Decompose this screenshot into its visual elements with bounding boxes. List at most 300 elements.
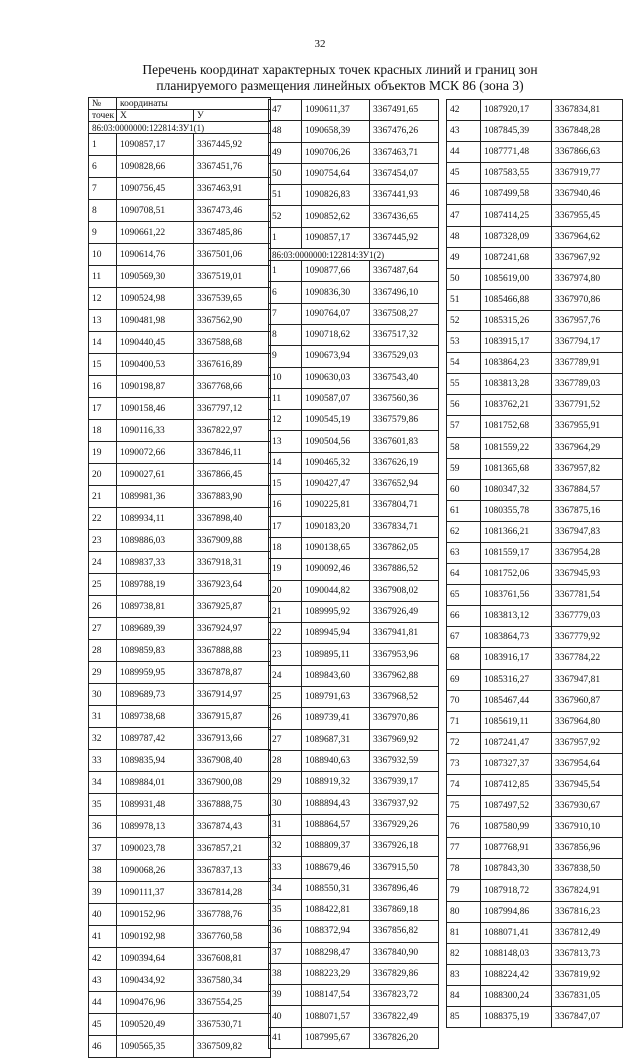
table-row [269, 163, 439, 184]
coord-y: 3367789,03 [552, 374, 623, 395]
table-row [269, 772, 439, 793]
coord-y: 3367953,96 [370, 644, 439, 665]
coord-x: 1087918,72 [481, 880, 552, 901]
coord-y: 3367964,29 [552, 437, 623, 458]
coord-y: 3367831,05 [552, 985, 623, 1006]
coord-x: 1083915,17 [481, 332, 552, 353]
table-row [89, 772, 271, 794]
coord-x: 1090027,61 [117, 464, 194, 486]
coord-x: 1087994,86 [481, 901, 552, 922]
point-number: 32 [269, 836, 302, 857]
coord-x: 1081559,22 [481, 437, 552, 458]
point-number: 11 [269, 388, 302, 409]
coord-y: 3367954,64 [552, 753, 623, 774]
coord-y: 3367823,72 [370, 985, 439, 1006]
table-row [447, 985, 623, 1006]
coord-x: 1090877,66 [302, 261, 370, 282]
coord-x: 1089787,42 [117, 728, 194, 750]
coord-x: 1089995,92 [302, 601, 370, 622]
coord-x: 1088300,24 [481, 985, 552, 1006]
coord-x: 1090400,53 [117, 354, 194, 376]
coord-y: 3367955,45 [552, 205, 623, 226]
coord-y: 3367974,80 [552, 268, 623, 289]
coord-x: 1090706,26 [302, 142, 370, 163]
coord-x: 1088809,37 [302, 836, 370, 857]
table-row [269, 921, 439, 942]
coord-x: 1088940,63 [302, 750, 370, 771]
coord-y: 3367856,96 [552, 838, 623, 859]
table-row [269, 708, 439, 729]
coord-x: 1089886,03 [117, 530, 194, 552]
coord-x: 1090394,64 [117, 948, 194, 970]
point-number: 84 [447, 985, 481, 1006]
coord-y: 3367829,86 [370, 963, 439, 984]
coord-x: 1083761,56 [481, 585, 552, 606]
point-number: 41 [269, 1027, 302, 1048]
table-row [89, 574, 271, 596]
table-row [447, 247, 623, 268]
coord-y: 3367822,97 [194, 420, 271, 442]
point-number: 70 [447, 690, 481, 711]
coord-y: 3367454,07 [370, 163, 439, 184]
table-row [447, 163, 623, 184]
table-row [89, 508, 271, 530]
table-row [447, 121, 623, 142]
coord-x: 1083813,12 [481, 606, 552, 627]
point-number: 33 [89, 750, 117, 772]
coord-x: 1085619,11 [481, 711, 552, 732]
coord-y: 3367789,91 [552, 353, 623, 374]
coord-x: 1088071,57 [302, 1006, 370, 1027]
coord-x: 1085315,26 [481, 310, 552, 331]
coord-x: 1090857,17 [302, 227, 370, 248]
page-title [80, 62, 600, 94]
coord-x: 1090545,19 [302, 410, 370, 431]
coord-y: 3367760,58 [194, 926, 271, 948]
coord-x: 1088375,19 [481, 1007, 552, 1028]
table-row [269, 537, 439, 558]
point-number: 25 [89, 574, 117, 596]
coord-y: 3367463,71 [370, 142, 439, 163]
table-row [269, 793, 439, 814]
table-row [447, 627, 623, 648]
point-number: 59 [447, 458, 481, 479]
coord-x: 1089934,11 [117, 508, 194, 530]
coord-x: 1089689,39 [117, 618, 194, 640]
table-row [269, 121, 439, 142]
coord-y: 3367834,81 [552, 100, 623, 121]
coord-x: 1090828,66 [117, 156, 194, 178]
point-number: 57 [447, 416, 481, 437]
table-row [269, 388, 439, 409]
point-number: 42 [447, 100, 481, 121]
coord-y: 3367957,76 [552, 310, 623, 331]
table-row [89, 420, 271, 442]
table-row [269, 750, 439, 771]
point-number: 18 [269, 537, 302, 558]
point-number: 49 [269, 142, 302, 163]
coord-y: 3367866,45 [194, 464, 271, 486]
coord-y: 3367957,92 [552, 732, 623, 753]
coord-x: 1088864,57 [302, 814, 370, 835]
coord-x: 1089931,48 [117, 794, 194, 816]
coord-x: 1085619,00 [481, 268, 552, 289]
coord-x: 1085467,44 [481, 690, 552, 711]
coord-x: 1089981,36 [117, 486, 194, 508]
coord-y: 3367652,94 [370, 474, 439, 495]
coord-x: 1083762,21 [481, 395, 552, 416]
coord-y: 3367970,86 [370, 708, 439, 729]
point-number: 32 [89, 728, 117, 750]
table-row [89, 376, 271, 398]
coord-x: 1090614,76 [117, 244, 194, 266]
coord-x: 1090661,22 [117, 222, 194, 244]
point-number: 56 [447, 395, 481, 416]
table-row [89, 222, 271, 244]
coord-x: 1089859,83 [117, 640, 194, 662]
table-row [269, 227, 439, 248]
coord-x: 1087412,85 [481, 775, 552, 796]
coord-y: 3367768,66 [194, 376, 271, 398]
table-row [269, 580, 439, 601]
coord-x: 1087241,47 [481, 732, 552, 753]
point-number: 14 [89, 332, 117, 354]
coord-y: 3367554,25 [194, 992, 271, 1014]
coord-x: 1087768,91 [481, 838, 552, 859]
coord-x: 1090673,94 [302, 346, 370, 367]
point-number: 27 [89, 618, 117, 640]
coord-x: 1090611,37 [302, 100, 370, 121]
point-number: 72 [447, 732, 481, 753]
table-row [269, 1027, 439, 1048]
coord-x: 1089895,11 [302, 644, 370, 665]
point-number: 68 [447, 648, 481, 669]
point-number: 47 [447, 205, 481, 226]
coord-y: 3367824,91 [552, 880, 623, 901]
coord-x: 1090044,82 [302, 580, 370, 601]
point-number: 55 [447, 374, 481, 395]
coord-y: 3367794,17 [552, 332, 623, 353]
coord-y: 3367878,87 [194, 662, 271, 684]
table-row [269, 431, 439, 452]
table-row [269, 729, 439, 750]
coord-x: 1088550,31 [302, 878, 370, 899]
coord-y: 3367791,52 [552, 395, 623, 416]
point-number: 21 [269, 601, 302, 622]
point-number: 46 [89, 1036, 117, 1058]
table-row [269, 452, 439, 473]
point-number: 25 [269, 687, 302, 708]
point-number: 8 [269, 324, 302, 345]
header-x: X [117, 110, 194, 122]
table-row [89, 904, 271, 926]
coord-x: 1083864,73 [481, 627, 552, 648]
table-row [447, 648, 623, 669]
coord-x: 1090198,87 [117, 376, 194, 398]
point-number: 58 [447, 437, 481, 458]
col2a-body [269, 100, 439, 249]
point-number: 1 [89, 134, 117, 156]
table-row [269, 878, 439, 899]
col3-body [447, 100, 623, 1028]
coord-x: 1089738,68 [117, 706, 194, 728]
coord-x: 1089978,13 [117, 816, 194, 838]
coord-y: 3367779,92 [552, 627, 623, 648]
point-number: 63 [447, 542, 481, 563]
point-number: 48 [269, 121, 302, 142]
table-row [89, 596, 271, 618]
table-row [89, 156, 271, 178]
coord-y: 3367539,65 [194, 288, 271, 310]
table-row [447, 585, 623, 606]
coord-y: 3367898,40 [194, 508, 271, 530]
coord-y: 3367970,86 [552, 289, 623, 310]
table-row [89, 706, 271, 728]
coord-y: 3367508,27 [370, 303, 439, 324]
table-row [447, 817, 623, 838]
coord-x: 1088919,32 [302, 772, 370, 793]
coord-x: 1089788,19 [117, 574, 194, 596]
coord-y: 3367954,28 [552, 542, 623, 563]
coord-y: 3367804,71 [370, 495, 439, 516]
coord-y: 3367822,49 [370, 1006, 439, 1027]
coord-x: 1089739,41 [302, 708, 370, 729]
coord-x: 1088071,41 [481, 922, 552, 943]
table-row [447, 374, 623, 395]
coord-x: 1089738,81 [117, 596, 194, 618]
coord-y: 3367869,18 [370, 899, 439, 920]
point-number: 15 [89, 354, 117, 376]
coord-y: 3367838,50 [552, 859, 623, 880]
coord-x: 1090565,35 [117, 1036, 194, 1058]
coord-x: 1088224,42 [481, 964, 552, 985]
coord-x: 1089837,33 [117, 552, 194, 574]
coord-x: 1087843,30 [481, 859, 552, 880]
table-row [447, 943, 623, 964]
point-number: 30 [89, 684, 117, 706]
coord-x: 1090192,98 [117, 926, 194, 948]
coord-x: 1089843,60 [302, 665, 370, 686]
point-number: 17 [269, 516, 302, 537]
coord-x: 1090092,46 [302, 559, 370, 580]
table-row [447, 711, 623, 732]
coord-x: 1090111,37 [117, 882, 194, 904]
coord-y: 3367834,71 [370, 516, 439, 537]
table-row [447, 606, 623, 627]
table-row [269, 665, 439, 686]
table-row [89, 178, 271, 200]
point-number: 74 [447, 775, 481, 796]
coord-x: 1080355,78 [481, 500, 552, 521]
coord-x: 1090072,66 [117, 442, 194, 464]
point-number: 69 [447, 669, 481, 690]
point-number: 31 [269, 814, 302, 835]
coord-y: 3367847,07 [552, 1007, 623, 1028]
point-number: 65 [447, 585, 481, 606]
table-row [269, 261, 439, 282]
coord-y: 3367910,10 [552, 817, 623, 838]
point-number: 39 [269, 985, 302, 1006]
table-row [269, 985, 439, 1006]
coord-x: 1090440,45 [117, 332, 194, 354]
point-number: 30 [269, 793, 302, 814]
coord-x: 1090836,30 [302, 282, 370, 303]
point-number: 28 [269, 750, 302, 771]
table-row [447, 416, 623, 437]
table-row [269, 623, 439, 644]
table-row [269, 814, 439, 835]
coord-y: 3367445,92 [370, 227, 439, 248]
point-number: 18 [89, 420, 117, 442]
coord-x: 1090630,03 [302, 367, 370, 388]
point-number: 83 [447, 964, 481, 985]
table-row [269, 206, 439, 227]
coord-x: 1090718,62 [302, 324, 370, 345]
point-number: 1 [269, 261, 302, 282]
coord-x: 1087920,17 [481, 100, 552, 121]
table-row [269, 185, 439, 206]
coord-x: 1087845,39 [481, 121, 552, 142]
title-line-2: планируемого размещения линейных объектов МСК 86 (зона 3) [156, 78, 524, 93]
point-number: 77 [447, 838, 481, 859]
coord-x: 1085466,88 [481, 289, 552, 310]
point-number: 8 [89, 200, 117, 222]
coord-y: 3367826,20 [370, 1027, 439, 1048]
point-number: 9 [269, 346, 302, 367]
coord-y: 3367929,26 [370, 814, 439, 835]
point-number: 67 [447, 627, 481, 648]
table-row [269, 495, 439, 516]
coord-y: 3367529,03 [370, 346, 439, 367]
table-row [89, 486, 271, 508]
coordinates-table-col1 [88, 97, 271, 1058]
coord-y: 3367580,34 [194, 970, 271, 992]
coord-y: 3367837,13 [194, 860, 271, 882]
coord-x: 1083916,17 [481, 648, 552, 669]
coord-y: 3367866,63 [552, 142, 623, 163]
point-number: 50 [447, 268, 481, 289]
point-number: 51 [447, 289, 481, 310]
coord-x: 1090754,64 [302, 163, 370, 184]
table-row [269, 942, 439, 963]
coord-y: 3367485,86 [194, 222, 271, 244]
coord-y: 3367608,81 [194, 948, 271, 970]
table-row [269, 410, 439, 431]
page-number: 32 [314, 38, 326, 50]
coord-y: 3367900,08 [194, 772, 271, 794]
coord-y: 3367487,64 [370, 261, 439, 282]
coord-x: 1088422,81 [302, 899, 370, 920]
point-number: 51 [269, 185, 302, 206]
point-number: 36 [269, 921, 302, 942]
table-row [447, 838, 623, 859]
table-row [447, 226, 623, 247]
coord-y: 3367784,22 [552, 648, 623, 669]
table-row [269, 142, 439, 163]
table-row [89, 838, 271, 860]
coord-y: 3367968,52 [370, 687, 439, 708]
table-row [447, 100, 623, 121]
table-row [447, 922, 623, 943]
point-number: 46 [447, 184, 481, 205]
point-number: 7 [269, 303, 302, 324]
header-points: точек [89, 110, 117, 122]
coord-y: 3367781,54 [552, 585, 623, 606]
point-number: 16 [269, 495, 302, 516]
table-row [447, 395, 623, 416]
point-number: 10 [269, 367, 302, 388]
coord-y: 3367601,83 [370, 431, 439, 452]
point-number: 60 [447, 479, 481, 500]
coord-y: 3367788,76 [194, 904, 271, 926]
point-number: 45 [89, 1014, 117, 1036]
coord-y: 3367915,87 [194, 706, 271, 728]
coord-y: 3367926,18 [370, 836, 439, 857]
coord-x: 1089945,94 [302, 623, 370, 644]
coord-x: 1087583,55 [481, 163, 552, 184]
coord-x: 1087580,99 [481, 817, 552, 838]
table-row [89, 970, 271, 992]
table-row [269, 100, 439, 121]
coord-y: 3367932,59 [370, 750, 439, 771]
coord-x: 1090158,46 [117, 398, 194, 420]
coord-x: 1089959,95 [117, 662, 194, 684]
coord-x: 1090427,47 [302, 474, 370, 495]
coord-y: 3367940,46 [552, 184, 623, 205]
table-row [269, 367, 439, 388]
coord-y: 3367813,73 [552, 943, 623, 964]
table-row [89, 750, 271, 772]
point-number: 27 [269, 729, 302, 750]
coord-y: 3367856,82 [370, 921, 439, 942]
coord-y: 3367814,28 [194, 882, 271, 904]
point-number: 82 [447, 943, 481, 964]
coord-y: 3367840,90 [370, 942, 439, 963]
coord-x: 1090587,07 [302, 388, 370, 409]
table-row [447, 353, 623, 374]
point-number: 42 [89, 948, 117, 970]
coord-y: 3367926,49 [370, 601, 439, 622]
coord-x: 1088894,43 [302, 793, 370, 814]
point-number: 17 [89, 398, 117, 420]
table-row [447, 479, 623, 500]
point-number: 52 [447, 310, 481, 331]
point-number: 1 [269, 227, 302, 248]
coord-y: 3367947,83 [552, 521, 623, 542]
coord-y: 3367939,17 [370, 772, 439, 793]
point-number: 7 [89, 178, 117, 200]
table-row [89, 860, 271, 882]
coord-y: 3367436,65 [370, 206, 439, 227]
table-row [269, 899, 439, 920]
coord-y: 3367846,11 [194, 442, 271, 464]
coord-y: 3367923,64 [194, 574, 271, 596]
point-number: 85 [447, 1007, 481, 1028]
point-number: 34 [269, 878, 302, 899]
coord-x: 1090068,26 [117, 860, 194, 882]
coord-x: 1090476,96 [117, 992, 194, 1014]
coord-x: 1080347,32 [481, 479, 552, 500]
coord-y: 3367886,52 [370, 559, 439, 580]
point-number: 29 [89, 662, 117, 684]
table-row [447, 859, 623, 880]
table-row [447, 184, 623, 205]
point-number: 75 [447, 796, 481, 817]
point-number: 37 [269, 942, 302, 963]
coord-x: 1081752,06 [481, 564, 552, 585]
point-number: 48 [447, 226, 481, 247]
table-row [269, 687, 439, 708]
